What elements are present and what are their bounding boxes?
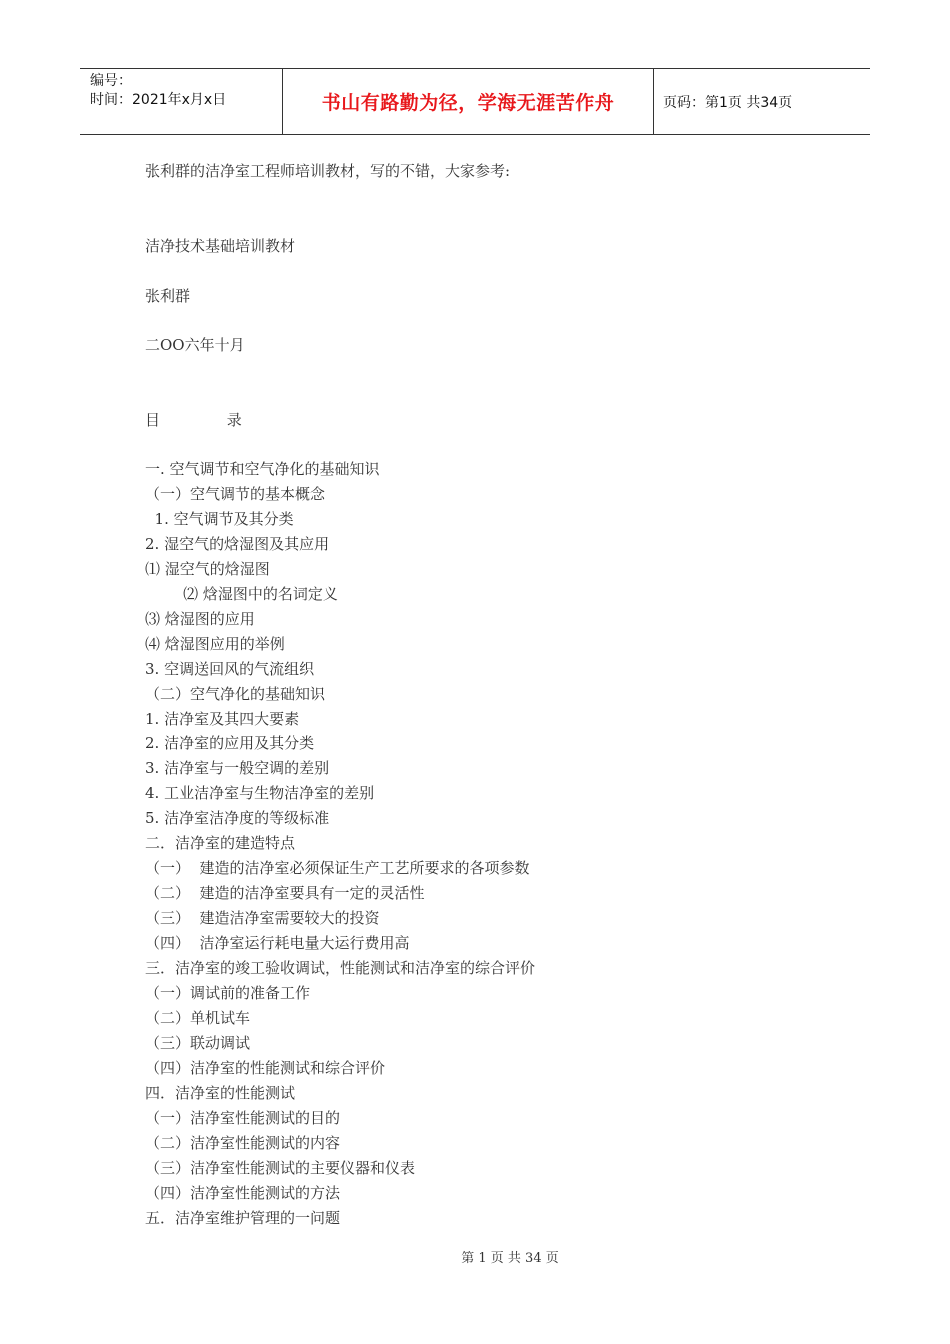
toc-item: 四．洁净室的性能测试 xyxy=(145,1083,296,1102)
page-header xyxy=(80,68,870,135)
toc-item: ⑷ 焓湿图应用的举例 xyxy=(145,634,285,653)
toc-item: （二）洁净室性能测试的内容 xyxy=(145,1133,341,1152)
time-label: 时间：2021年x月x日 xyxy=(90,92,227,108)
toc-item: 1. 空气调节及其分类 xyxy=(145,509,294,528)
toc-item: （二）单机试车 xyxy=(145,1008,251,1027)
toc-heading: 目 录 xyxy=(145,411,242,429)
toc-item: （二）空气净化的基础知识 xyxy=(145,684,326,703)
toc-item: （三）联动调试 xyxy=(145,1033,251,1052)
toc-item: 二．洁净室的建造特点 xyxy=(145,834,296,853)
toc-item: （四）洁净室性能测试的方法 xyxy=(145,1183,341,1202)
toc-item: 五．洁净室维护管理的一问题 xyxy=(145,1208,341,1227)
header-meta xyxy=(80,69,282,134)
toc-item: ⑶ 焓湿图的应用 xyxy=(145,609,255,628)
toc-item: （一） 建造的洁净室必须保证生产工艺所要求的各项参数 xyxy=(145,859,530,878)
number-label: 编号： xyxy=(90,73,132,89)
toc-item: ⑵ 焓湿图中的名词定义 xyxy=(145,584,338,603)
header-page-info xyxy=(654,69,870,134)
toc-item: （四） 洁净室运行耗电量大运行费用高 xyxy=(145,934,410,953)
header-motto xyxy=(282,69,654,134)
toc-item: 一. 空气调节和空气净化的基础知识 xyxy=(145,460,380,478)
toc-item: 2. 洁净室的应用及其分类 xyxy=(145,734,315,753)
toc-item: 4. 工业洁净室与生物洁净室的差别 xyxy=(145,784,375,803)
page-info-text: 页码：第1页 共34页 xyxy=(663,94,793,111)
doc-title: 洁净技术基础培训教材 xyxy=(145,237,296,255)
toc-item: （一）洁净室性能测试的目的 xyxy=(145,1108,341,1127)
date: 二OO六年十月 xyxy=(145,336,245,354)
toc-item: 2. 湿空气的焓湿图及其应用 xyxy=(145,534,330,553)
toc-item: （三） 建造洁净室需要较大的投资 xyxy=(145,909,380,928)
page-footer: 第 1 页 共 34 页 xyxy=(461,1251,559,1266)
toc-item: （四）洁净室的性能测试和综合评价 xyxy=(145,1058,386,1077)
toc-item: ⑴ 湿空气的焓湿图 xyxy=(145,559,270,578)
intro-text: 张利群的洁净室工程师培训教材，写的不错，大家参考: xyxy=(145,162,511,180)
toc-item: 5. 洁净室洁净度的等级标准 xyxy=(145,809,330,828)
motto-text: 书山有路勤为径，学海无涯苦作舟 xyxy=(321,92,615,114)
toc-item: （一）调试前的准备工作 xyxy=(145,983,311,1002)
toc-item: （一）空气调节的基本概念 xyxy=(145,484,326,503)
toc-item: 三．洁净室的竣工验收调试，性能测试和洁净室的综合评价 xyxy=(145,959,536,977)
toc-item: 3. 空调送回风的气流组织 xyxy=(145,659,315,678)
toc-item: （三）洁净室性能测试的主要仪器和仪表 xyxy=(145,1158,416,1177)
toc-item: 1. 洁净室及其四大要素 xyxy=(145,709,300,728)
toc-item: 3. 洁净室与一般空调的差别 xyxy=(145,759,330,778)
toc-item: （二） 建造的洁净室要具有一定的灵活性 xyxy=(145,884,425,903)
author: 张利群 xyxy=(145,287,191,305)
